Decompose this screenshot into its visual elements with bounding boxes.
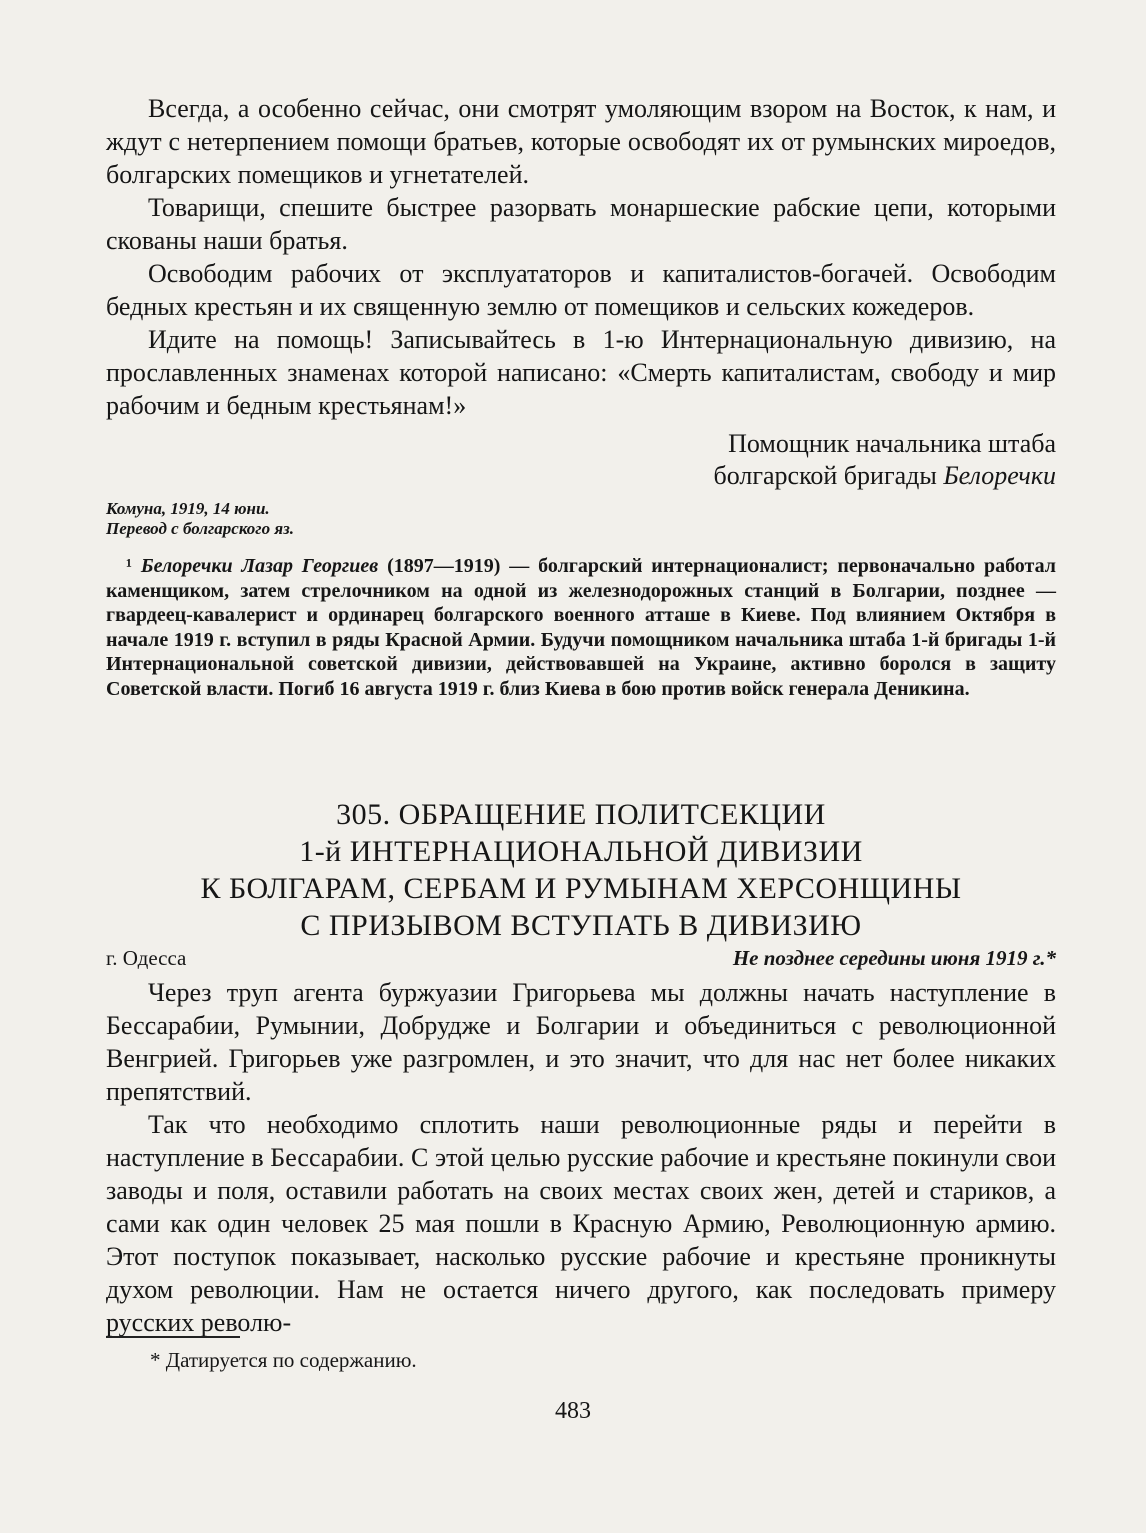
intro-paragraph-2: Товарищи, спешите быстрее разорвать монаршеские рабские цепи, которыми скованы наши братья. (106, 193, 1056, 255)
title-line-4: С ПРИЗЫВОМ ВСТУПАТЬ В ДИВИЗИЮ (300, 909, 862, 942)
source-note (106, 499, 294, 539)
signature-name: Белоречки (943, 461, 1056, 490)
title-line-2: 1-й ИНТЕРНАЦИОНАЛЬНОЙ ДИВИЗИИ (299, 835, 863, 868)
signature-line1: Помощник начальника штаба (728, 429, 1056, 458)
bottom-footnote: * Датируется по содержанию. (150, 1348, 417, 1372)
source-line2: Перевод с болгарского яз. (106, 519, 294, 538)
title-line-3: К БОЛГАРАМ, СЕРБАМ И РУМЫНАМ ХЕРСОНЩИНЫ (200, 872, 962, 905)
title-line-1: 305. ОБРАЩЕНИЕ ПОЛИТСЕКЦИИ (336, 798, 826, 831)
page-number: 483 (555, 1398, 591, 1424)
footnote-1 (106, 554, 1056, 701)
intro-paragraph-3: Освободим рабочих от эксплуататоров и капиталистов-богачей. Освободим бедных крестьян и их священную землю от помещиков и сельских кожедеров. (106, 259, 1056, 321)
footnote-person-name: Белоречки Лазар Георгиев (140, 555, 379, 577)
intro-paragraph-4: Идите на помощь! Записывайтесь в 1-ю Интернациональную дивизию, на прославленных знаменах которой написано: «Смерть капиталистам, свободу и мир рабочим и бедным крестьянам!» (106, 325, 1056, 420)
document-date: Не позднее середины июня 1919 г.* (732, 946, 1056, 970)
document-title (106, 796, 1056, 944)
source-line1: Комуна, 1919, 14 юни. (106, 499, 270, 518)
intro-text (106, 92, 1056, 422)
signature-line2: болгарской бригады (713, 461, 937, 490)
footnote-marker: ¹ (126, 555, 132, 577)
signature-line2-wrap (713, 460, 1056, 492)
document-place: г. Одесса (106, 946, 187, 970)
intro-paragraph-1: Всегда, а особенно сейчас, они смотрят умоляющим взором на Восток, к нам, и ждут с нетерпением помощи братьев, которые освободят их от румынских мироедов, болгарских помещиков и угнетателей. (106, 94, 1056, 189)
signature (713, 428, 1056, 492)
footnote-text: (1897—1919) — болгарский интернационалист; первоначально работал каменщиком, затем стрелочником на одной из железнодорожных станций в Болгарии, позднее — гвардеец-кавалерист и ординарец болгарского военного атташе в Киеве. Под влиянием Октября в начале 1919 г. вступил в ряды Красной Армии. Будучи помощником начальника штаба 1-й бригады 1-й Интернациональной советской дивизии, действовавшей на Украине, активно боролся в защиту Советской власти. Погиб 16 августа 1919 г. близ Киева в бою против войск генерала Деникина. (106, 555, 1057, 700)
footnote-divider (106, 1336, 240, 1338)
body-paragraph-2: Так что необходимо сплотить наши революционные ряды и перейти в наступление в Бессарабии. С этой целью русские рабочие и крестьяне покинули свои заводы и поля, оставили работать на своих местах своих жен, детей и стариков, а сами как один человек 25 мая пошли в Красную Армию, Революционную армию. Этот поступок показывает, насколько русские рабочие и крестьяне проникнуты духом революции. Нам не остается ничего другого, как последовать примеру русских револю- (106, 1110, 1056, 1337)
body-text (106, 976, 1056, 1339)
body-paragraph-1: Через труп агента буржуазии Григорьева мы должны начать наступление в Бессарабии, Румынии, Добрудже и Болгарии и объединиться с революционной Венгрией. Григорьев уже разгромлен, и это значит, что для нас нет более никаких препятствий. (106, 978, 1056, 1106)
